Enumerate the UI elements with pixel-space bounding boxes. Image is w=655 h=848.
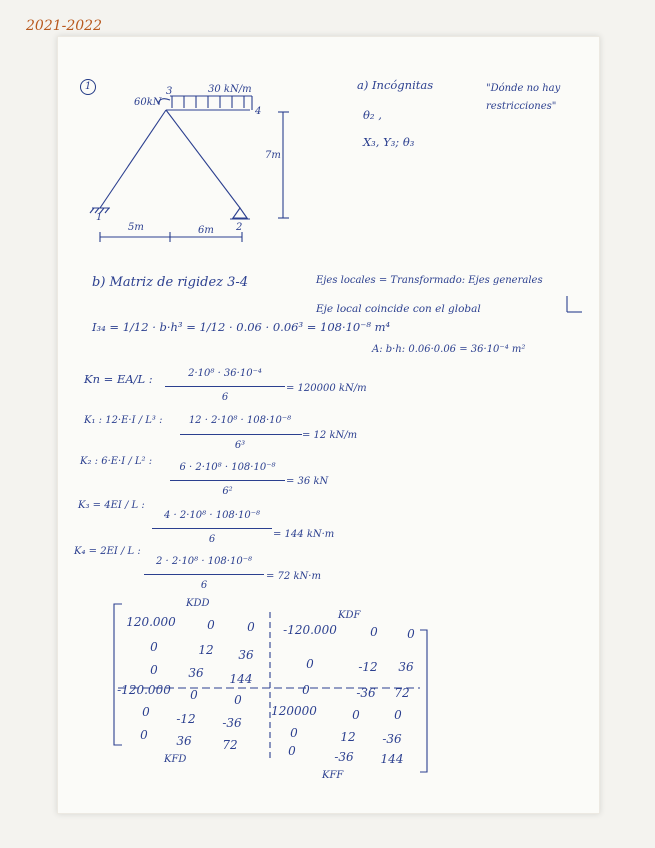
k2-denominator: 6² bbox=[222, 486, 233, 497]
k4-lhs: K₄ = 2EI / L : bbox=[74, 546, 141, 557]
matrix-label-kfd: KFD bbox=[164, 754, 187, 765]
kn-fraction-bar bbox=[165, 386, 285, 387]
k1-fraction-bar bbox=[180, 434, 302, 435]
matrix-cell: 0 bbox=[207, 618, 215, 632]
kn-result: = 120000 kN/m bbox=[286, 383, 367, 394]
k4-result: = 72 kN·m bbox=[266, 571, 321, 582]
kn-denominator: 6 bbox=[221, 392, 229, 403]
matrix-cell: -36 bbox=[334, 750, 354, 764]
height-label: 7m bbox=[265, 150, 281, 161]
matrix-cell: 0 bbox=[234, 693, 242, 707]
k4-fraction-bar bbox=[144, 574, 264, 575]
matrix-cell: 0 bbox=[247, 620, 255, 634]
matrix-cell: 0 bbox=[140, 728, 148, 742]
matrix-cell: -120.000 bbox=[283, 623, 337, 637]
matrix-cell: 36 bbox=[176, 734, 192, 748]
distributed-load-label: 30 kN/m bbox=[208, 84, 252, 95]
matrix-label-kdd: KDD bbox=[186, 598, 210, 609]
matrix-cell: 120000 bbox=[271, 704, 317, 718]
matrix-cell: 0 bbox=[190, 688, 198, 702]
node-3-label: 3 bbox=[166, 86, 173, 97]
k1-result: = 12 kN/m bbox=[302, 430, 358, 441]
matrix-cell: 144 bbox=[229, 672, 253, 686]
matrix-cell: 12 bbox=[198, 643, 214, 657]
matrix-cell: 0 bbox=[288, 744, 296, 758]
matrix-cell: 120.000 bbox=[126, 615, 176, 629]
k4-denominator: 6 bbox=[200, 580, 208, 591]
matrix-label-kdf: KDF bbox=[338, 610, 361, 621]
kn-lhs: Kn = EA/L : bbox=[84, 372, 153, 386]
part-a-title: a) Incógnitas bbox=[357, 78, 434, 92]
k1-lhs: K₁ : 12·E·I / L³ : bbox=[84, 415, 163, 426]
inertia-formula: I₃₄ = 1/12 · b·h³ = 1/12 · 0.06 · 0.06³ = 108·10⁻⁸ m⁴ bbox=[92, 320, 391, 334]
matrix-label-kff: KFF bbox=[322, 770, 344, 781]
matrix-cell: 0 bbox=[370, 625, 378, 639]
node-1-label: 1 bbox=[96, 212, 103, 223]
k3-lhs: K₃ = 4EI / L : bbox=[78, 500, 145, 511]
matrix-cell: -120.000 bbox=[117, 683, 171, 697]
matrix-cell: 36 bbox=[238, 648, 254, 662]
k1-numerator: 12 · 2·10⁸ · 108·10⁻⁸ bbox=[188, 415, 292, 426]
k4-numerator: 2 · 2·10⁸ · 108·10⁻⁸ bbox=[156, 556, 252, 567]
matrix-cell: 0 bbox=[394, 708, 402, 722]
node-4-label: 4 bbox=[255, 106, 262, 117]
k3-fraction-bar bbox=[152, 528, 272, 529]
k2-fraction-bar bbox=[170, 480, 285, 481]
matrix-cell: -36 bbox=[222, 716, 242, 730]
k1-denominator: 6³ bbox=[234, 440, 246, 451]
k2-numerator: 6 · 2·10⁸ · 108·10⁻⁸ bbox=[179, 462, 276, 473]
k3-numerator: 4 · 2·10⁸ · 108·10⁻⁸ bbox=[164, 510, 260, 521]
matrix-cell: 0 bbox=[302, 683, 310, 697]
matrix-cell: 12 bbox=[340, 730, 356, 744]
k3-denominator: 6 bbox=[208, 534, 216, 545]
kn-numerator: 2·10⁸ · 36·10⁻⁴ bbox=[188, 368, 262, 379]
matrix-cell: 0 bbox=[290, 726, 298, 740]
k2-result: = 36 kN bbox=[286, 476, 329, 487]
matrix-cell: 0 bbox=[150, 640, 158, 654]
span-1-label: 5m bbox=[128, 222, 144, 233]
moment-label: 60kN bbox=[134, 97, 162, 108]
matrix-cell: 0 bbox=[150, 663, 158, 677]
axes-note-2: Eje local coincide con el global bbox=[316, 303, 481, 315]
matrix-cell: 36 bbox=[188, 666, 204, 680]
k2-lhs: K₂ : 6·E·I / L² : bbox=[80, 456, 153, 467]
matrix-cell: 144 bbox=[380, 752, 404, 766]
span-2-label: 6m bbox=[198, 225, 214, 236]
unknowns-line-2: X₃, Y₃; θ₃ bbox=[363, 135, 415, 149]
matrix-cell: -36 bbox=[356, 686, 376, 700]
restrictions-note: "Dónde no hay restricciones" bbox=[486, 83, 561, 112]
part-b-title: b) Matriz de rigidez 3-4 bbox=[92, 275, 249, 290]
axes-note-1: Ejes locales = Transformado: Ejes generales bbox=[316, 275, 543, 286]
k3-result: = 144 kN·m bbox=[273, 529, 335, 540]
matrix-cell: 72 bbox=[394, 686, 410, 700]
matrix-cell: 0 bbox=[306, 657, 314, 671]
area-formula: A: b·h: 0.06·0.06 = 36·10⁻⁴ m² bbox=[372, 344, 526, 355]
year-heading: 2021-2022 bbox=[26, 18, 102, 34]
matrix-cell: -12 bbox=[176, 712, 196, 726]
matrix-cell: 0 bbox=[407, 627, 415, 641]
node-2-label: 2 bbox=[236, 222, 243, 233]
matrix-cell: -12 bbox=[358, 660, 378, 674]
problem-number: 1 bbox=[80, 79, 96, 95]
matrix-cell: -36 bbox=[382, 732, 402, 746]
matrix-cell: 72 bbox=[222, 738, 238, 752]
matrix-cell: 0 bbox=[142, 705, 150, 719]
matrix-cell: 0 bbox=[352, 708, 360, 722]
matrix-cell: 36 bbox=[398, 660, 414, 674]
unknowns-line-1: θ₂ , bbox=[363, 108, 382, 122]
